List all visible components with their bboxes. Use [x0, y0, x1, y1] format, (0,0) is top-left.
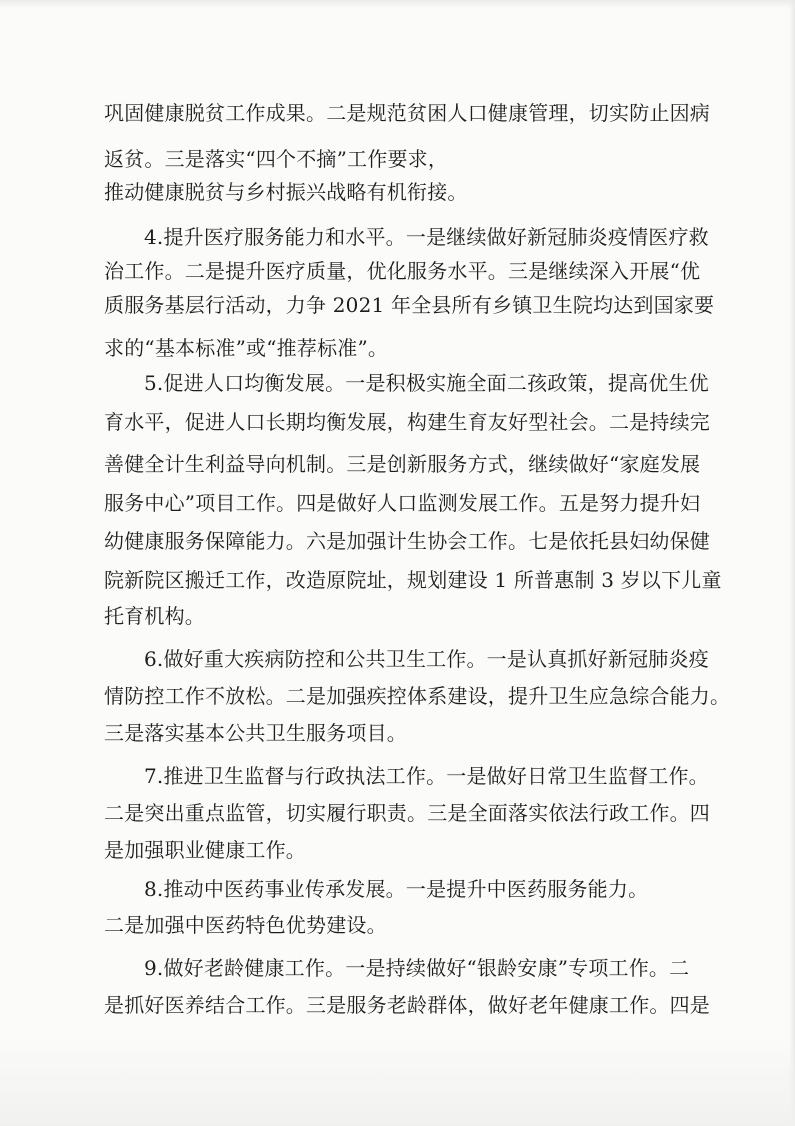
text-line: 7.推进卫生监督与行政执法工作。一是做好日常卫生监督工作。	[144, 764, 709, 788]
text-line: 托育机构。	[104, 604, 205, 628]
text-line: 幼健康服务保障能力。六是加强计生协会工作。七是依托县妇幼保健	[104, 529, 710, 553]
text-line: 6.做好重大疾病防控和公共卫生工作。一是认真抓好新冠肺炎疫	[144, 647, 709, 671]
text-line: 返贫。三是落实“四个不摘”工作要求，	[104, 147, 449, 171]
text-line: 是抓好医养结合工作。三是服务老龄群体，做好老年健康工作。四是	[104, 993, 710, 1017]
text-line: 三是落实基本公共卫生服务项目。	[104, 721, 407, 745]
text-line: 求的“基本标准”或“推荐标准”。	[104, 336, 389, 360]
text-line: 推动健康脱贫与乡村振兴战略有机衔接。	[104, 180, 468, 204]
text-line: 二是加强中医药特色优势建设。	[104, 913, 387, 937]
text-line: 治工作。二是提升医疗质量，优化服务水平。三是继续深入开展“优	[104, 259, 701, 283]
text-line: 育水平，促进人口长期均衡发展，构建生育友好型社会。二是持续完	[104, 410, 710, 434]
text-line: 4.提升医疗服务能力和水平。一是继续做好新冠肺炎疫情医疗救	[144, 225, 709, 249]
text-line: 善健全计生利益导向机制。三是创新服务方式，继续做好“家庭发展	[104, 452, 701, 476]
text-line: 5.促进人口均衡发展。一是积极实施全面二孩政策，提高优生优	[144, 371, 709, 395]
text-line: 是加强职业健康工作。	[104, 838, 306, 862]
text-line: 二是突出重点监管，切实履行职责。三是全面落实依法行政工作。四	[104, 801, 710, 825]
text-line: 8.推动中医药事业传承发展。一是提升中医药服务能力。	[144, 877, 649, 901]
text-line: 情防控工作不放松。二是加强疾控体系建设，提升卫生应急综合能力。	[104, 684, 731, 708]
text-line: 质服务基层行活动，力争 2021 年全县所有乡镇卫生院均达到国家要	[104, 293, 715, 317]
text-line: 院新院区搬迁工作，改造原院址，规划建设 1 所普惠制 3 岁以下儿童	[104, 568, 722, 592]
text-line: 巩固健康脱贫工作成果。二是规范贫困人口健康管理，切实防止因病	[104, 101, 710, 125]
text-line: 9.做好老龄健康工作。一是持续做好“银龄安康”专项工作。二	[144, 956, 690, 980]
text-line: 服务中心”项目工作。四是做好人口监测发展工作。五是努力提升妇	[104, 491, 701, 515]
